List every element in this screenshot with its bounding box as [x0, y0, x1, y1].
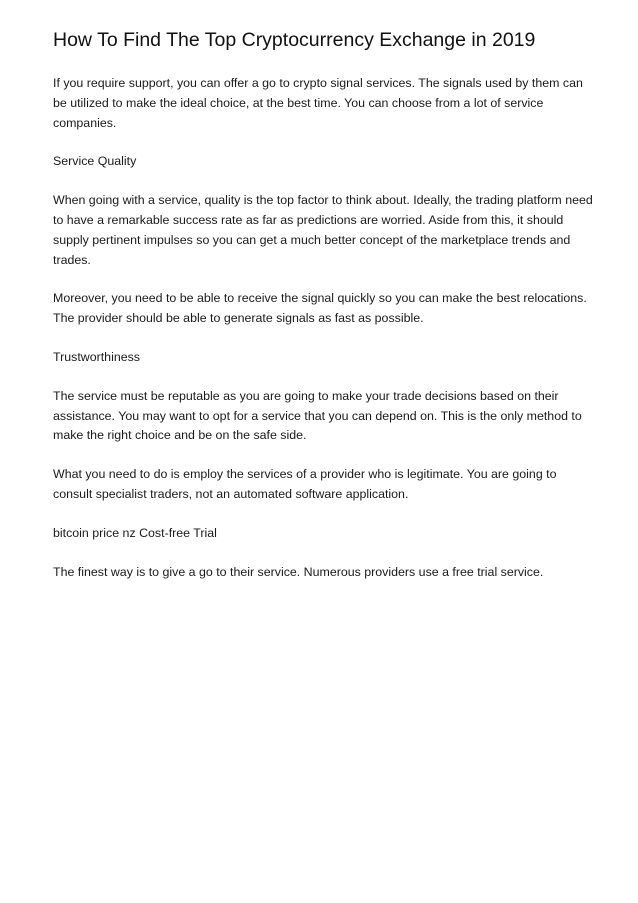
- section-free-trial: [53, 524, 593, 583]
- section-service-quality: [53, 152, 593, 329]
- section-paragraph: When going with a service, quality is the top factor to think about. Ideally, the trading platform need to have a remarkable success rate as far as predictions are worried. Aside from this, it should supply pertinent impulses so you can get a much better concept of the marketplace trends and trades.: [53, 193, 593, 267]
- page-title: How To Find The Top Cryptocurrency Exchange in 2019: [53, 29, 536, 51]
- section-paragraph: Moreover, you need to be able to receive the signal quickly so you can make the best relocations. The provider should be able to generate signals as fast as possible.: [53, 291, 587, 326]
- section-trustworthiness: [53, 348, 593, 505]
- document-page: [53, 27, 593, 601]
- section-heading: bitcoin price nz Cost-free Trial: [53, 525, 217, 540]
- section-paragraph: The service must be reputable as you are going to make your trade decisions based on their assistance. You may want to opt for a service that you can depend on. This is the only method to make the right choice and be on the safe side.: [53, 388, 582, 443]
- section-heading: Trustworthiness: [53, 349, 140, 364]
- section-heading: Service Quality: [53, 154, 137, 169]
- section-paragraph: What you need to do is employ the services of a provider who is legitimate. You are going to consult specialist traders, not an automated software application.: [53, 467, 557, 501]
- section-paragraph: The finest way is to give a go to their service. Numerous providers use a free trial service.: [53, 564, 544, 579]
- intro-paragraph: If you require support, you can offer a go to crypto signal services. The signals used by them can be utilized to make the ideal choice, at the best time. You can choose from a lot of service companies.: [53, 76, 583, 130]
